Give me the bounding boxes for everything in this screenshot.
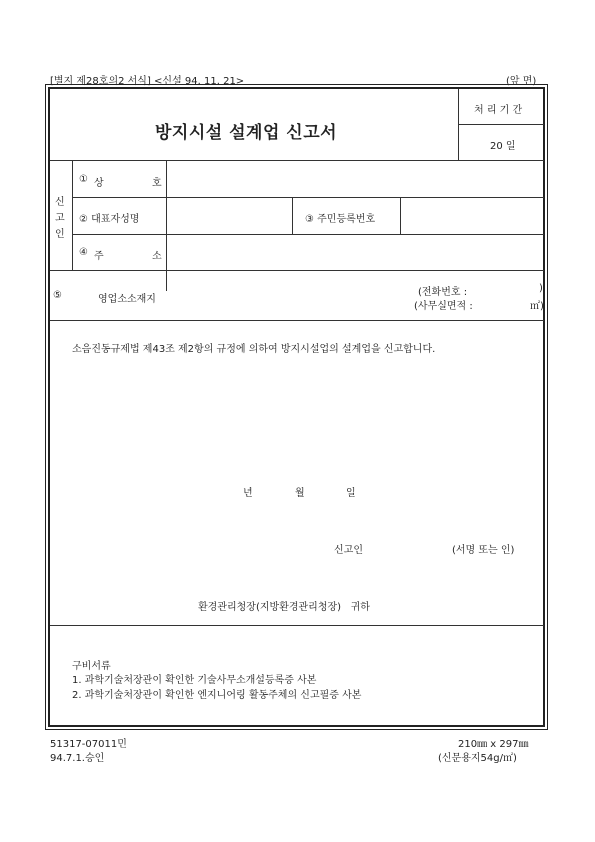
attachments-heading: 구비서류 [72,661,111,672]
form-reference: [별지 제28호의2 서식] <신설 94. 11. 21> [50,76,245,87]
address-field[interactable] [170,238,540,266]
resident-number-label: ③ 주민등록번호 [305,214,376,225]
office-location-field[interactable] [170,274,410,316]
divider [72,197,544,198]
phone-number-label: (전화번호 : [418,287,468,298]
attachment-item: 1. 과학기술처장관이 확인한 기술사무소개설등록증 사본 [72,675,317,686]
form-code: 51317-07011민 [50,739,127,750]
processing-period-value: 20 일 [490,141,516,152]
divider [50,320,544,321]
date-year-label: 년 [243,488,253,499]
declaration-statement: 소음진동규제법 제43조 제2항의 규정에 의하여 방지시설업의 설계업을 신고합니다. [72,344,436,355]
divider [400,197,401,234]
divider [458,124,544,125]
address-label-a: 주 [94,251,104,262]
phone-number-close: ) [539,283,543,294]
office-area-unit: ㎡) [530,301,544,312]
divider [72,160,73,270]
divider [166,160,167,291]
divider [50,160,544,161]
trade-name-label-b: 호 [152,178,162,189]
paper-type: (신문용지54g/㎡) [438,753,517,764]
form-title: 방지시설 설계업 신고서 [155,123,338,143]
attachment-item: 2. 과학기술처장관이 확인한 엔지니어링 활동주체의 신고필증 사본 [72,690,362,701]
processing-period-label: 처 리 기 간 [474,105,523,116]
resident-number-field[interactable] [404,200,540,230]
divider [50,625,544,626]
approval-date: 94.7.1.승인 [50,753,105,764]
paper-size: 210㎜ x 297㎜ [458,739,529,750]
declarant-label-3: 인 [55,229,65,240]
divider [292,197,293,234]
declarant-label-1: 신 [55,197,65,208]
office-location-number: ⑤ [53,290,62,301]
signature-note: (서명 또는 인) [452,545,515,556]
declarant-label-2: 고 [55,213,65,224]
representative-name-field[interactable] [170,200,288,230]
representative-name-label: ② 대표자성명 [79,214,140,225]
date-day-label: 일 [346,488,356,499]
address-label-b: 소 [152,251,162,262]
divider [72,234,544,235]
signature-label: 신고인 [334,545,363,556]
office-location-label: 영업소소재지 [98,294,156,305]
date-month-label: 월 [295,488,305,499]
recipient: 환경관리청장(지방환경관리청장) 귀하 [198,602,370,613]
page-side-label: (앞 면) [506,76,537,87]
trade-name-label-a: 상 [94,178,104,189]
address-number: ④ [79,247,88,258]
trade-name-field[interactable] [170,164,540,194]
divider [50,270,544,271]
office-area-label: (사무실면적 : [414,301,473,312]
trade-name-number: ① [79,174,88,185]
